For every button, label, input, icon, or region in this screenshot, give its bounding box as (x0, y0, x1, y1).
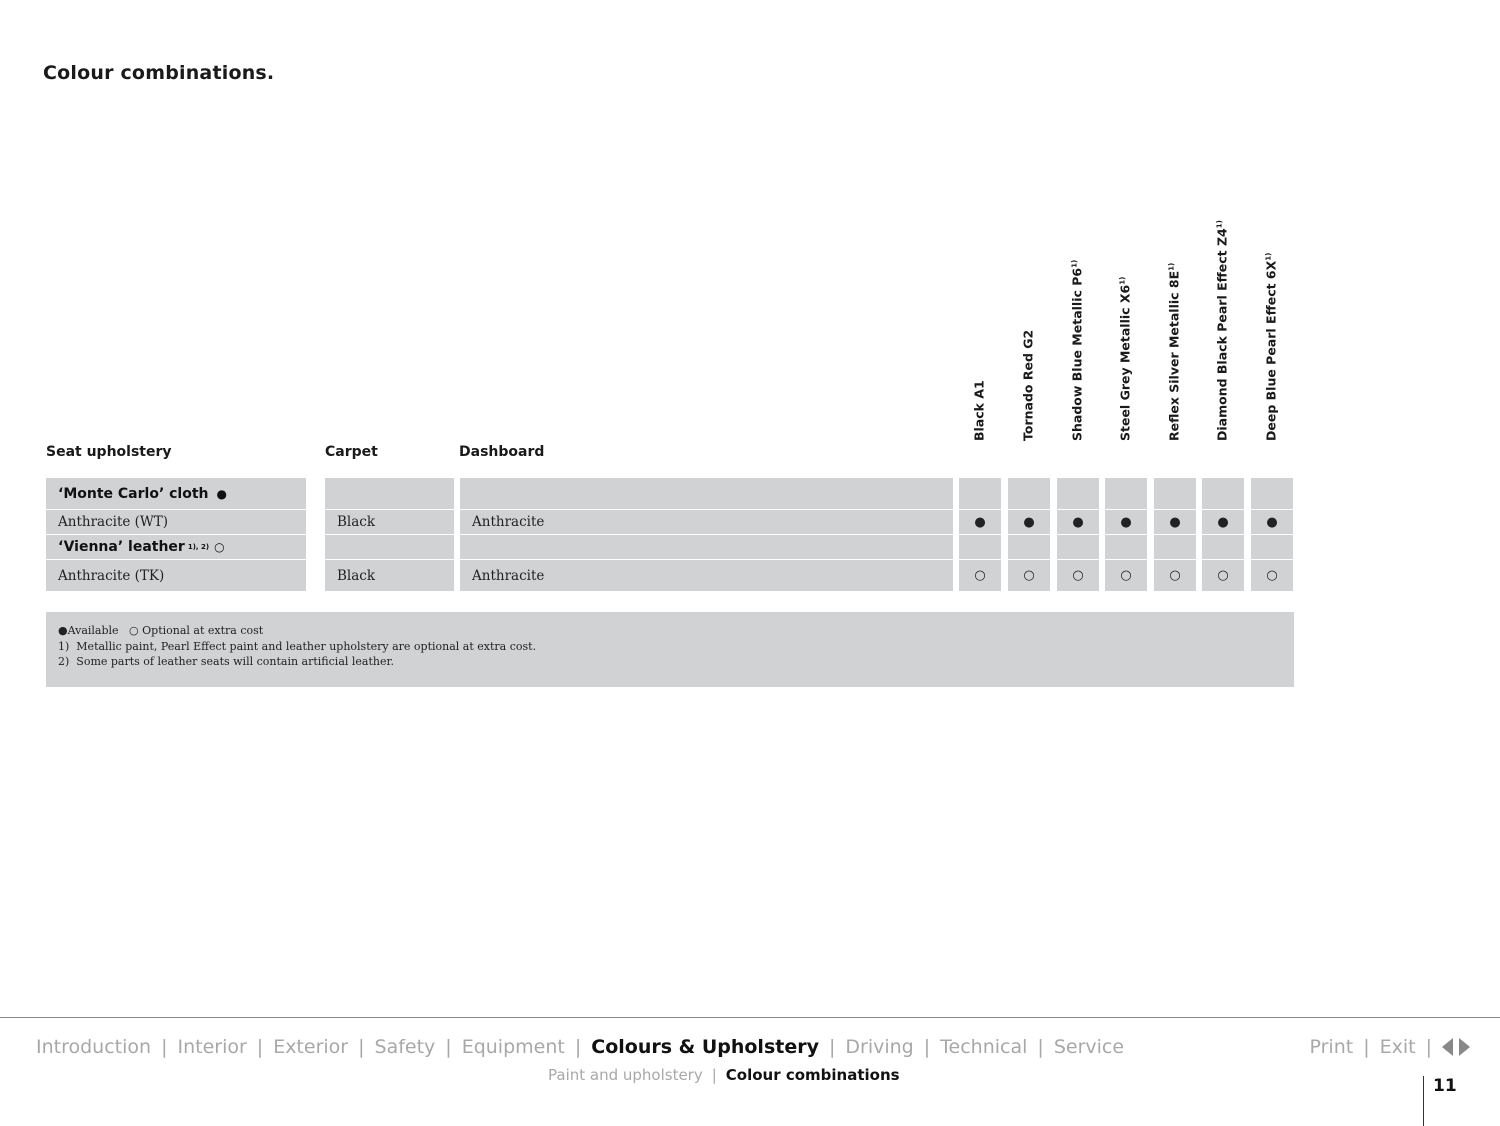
empty-cell (1105, 535, 1147, 559)
paint-name: Diamond Black Pearl Effect Z4 (1214, 228, 1230, 441)
paint-header-label (972, 380, 987, 441)
paint-name: Tornado Red G2 (1020, 329, 1036, 441)
footnote-1-number: 1) (58, 639, 70, 653)
separator: | (923, 1036, 931, 1058)
nav-item-driving[interactable]: Driving (845, 1036, 914, 1058)
previous-page-icon[interactable] (1442, 1038, 1453, 1056)
carpet-header: Carpet (325, 444, 378, 460)
dashboard-colour-cell: Anthracite (460, 560, 953, 591)
availability-mark: ○ (959, 560, 1001, 591)
upholstery-footnote-ref: 1), 2) (187, 543, 210, 551)
availability-mark: ● (1105, 510, 1147, 534)
upholstery-group-header (46, 535, 306, 559)
seat-upholstery-header: Seat upholstery (46, 444, 172, 460)
paint-header (1105, 226, 1145, 456)
availability-mark: ○ (1057, 560, 1099, 591)
footnote-2 (58, 654, 1282, 670)
availability-symbol: ● (216, 486, 227, 501)
separator: | (1363, 1036, 1370, 1058)
nav-item-interior[interactable]: Interior (177, 1036, 247, 1058)
separator: | (828, 1036, 836, 1058)
main-navigation (36, 1034, 1124, 1060)
separator: | (1425, 1036, 1432, 1058)
empty-cell (1154, 535, 1196, 559)
empty-cell (1251, 535, 1293, 559)
paint-header (959, 226, 999, 456)
footnote-2-number: 2) (58, 655, 70, 668)
empty-cell (460, 478, 953, 509)
paint-name: Deep Blue Pearl Effect 6X (1263, 260, 1279, 441)
separator: | (445, 1036, 452, 1058)
paint-header (1251, 226, 1291, 456)
dashboard-header: Dashboard (459, 444, 545, 460)
utility-navigation (1309, 1034, 1470, 1060)
optional-label: Optional at extra cost (142, 624, 264, 637)
empty-cell (1008, 478, 1050, 509)
separator: | (358, 1036, 365, 1058)
paint-header-label (1021, 330, 1036, 441)
empty-cell (959, 535, 1001, 559)
separator: | (1037, 1036, 1044, 1058)
empty-cell (959, 478, 1001, 509)
paint-footnote-ref: 1) (1167, 262, 1176, 271)
availability-mark: ○ (1105, 560, 1147, 591)
sub-navigation (548, 1066, 900, 1084)
page-number: 11 (1433, 1076, 1457, 1096)
carpet-colour-cell: Black (325, 510, 454, 534)
footnote-1-text: Metallic paint, Pearl Effect paint and leather upholstery are optional at extra cost. (76, 639, 537, 653)
subnav-item-paint-and-upholstery[interactable]: Paint and upholstery (548, 1066, 703, 1084)
paint-header-label (1215, 220, 1230, 441)
empty-cell (325, 478, 454, 509)
available-symbol: ● (58, 624, 68, 637)
empty-cell (1057, 535, 1099, 559)
separator: | (711, 1066, 717, 1084)
upholstery-group-name: ‘Vienna’ leather (58, 539, 185, 555)
paint-header-label (1264, 253, 1279, 441)
availability-mark: ● (1202, 510, 1244, 534)
subnav-item-colour-combinations[interactable]: Colour combinations (725, 1066, 900, 1084)
paint-name: Shadow Blue Metallic P6 (1069, 267, 1085, 441)
empty-cell (1057, 478, 1099, 509)
next-page-icon[interactable] (1459, 1038, 1470, 1056)
upholstery-group-name: ‘Monte Carlo’ cloth (58, 485, 209, 502)
paint-header-label (1118, 277, 1133, 441)
paint-header (1008, 226, 1048, 456)
legend-key (58, 623, 1282, 639)
optional-symbol: ○ (129, 624, 139, 637)
page-number-rule (1423, 1076, 1424, 1126)
separator: | (574, 1036, 582, 1058)
exit-link[interactable]: Exit (1379, 1036, 1416, 1058)
separator: | (256, 1036, 264, 1058)
availability-mark: ○ (1154, 560, 1196, 591)
availability-mark: ● (1008, 510, 1050, 534)
separator: | (161, 1036, 168, 1058)
availability-mark: ● (1057, 510, 1099, 534)
paint-footnote-ref: 1) (1215, 220, 1224, 229)
availability-mark: ● (959, 510, 1001, 534)
print-link[interactable]: Print (1309, 1036, 1354, 1058)
empty-cell (460, 535, 953, 559)
availability-symbol: ○ (214, 540, 225, 554)
availability-mark: ● (1251, 510, 1293, 534)
nav-item-introduction[interactable]: Introduction (36, 1036, 152, 1058)
nav-item-safety[interactable]: Safety (374, 1036, 436, 1058)
paint-name: Black A1 (971, 380, 987, 441)
empty-cell (1251, 478, 1293, 509)
paint-footnote-ref: 1) (1070, 259, 1079, 268)
availability-mark: ○ (1251, 560, 1293, 591)
footnote-1 (58, 639, 1282, 655)
nav-item-service[interactable]: Service (1053, 1036, 1125, 1058)
upholstery-group-header (46, 478, 306, 509)
paint-name: Reflex Silver Metallic 8E (1166, 270, 1182, 441)
empty-cell (1008, 535, 1050, 559)
available-label: Available (67, 624, 119, 637)
availability-mark: ● (1154, 510, 1196, 534)
empty-cell (325, 535, 454, 559)
paint-header-label (1167, 263, 1182, 441)
footnote-2-text: Some parts of leather seats will contain artificial leather. (76, 655, 395, 668)
seat-colour-cell: Anthracite (WT) (46, 510, 306, 534)
legend-box (46, 612, 1294, 687)
empty-cell (1105, 478, 1147, 509)
paint-header-label (1070, 260, 1085, 441)
paint-footnote-ref: 1) (1118, 276, 1127, 285)
availability-mark: ○ (1008, 560, 1050, 591)
paint-name: Steel Grey Metallic X6 (1117, 284, 1133, 441)
page-title: Colour combinations. (43, 62, 275, 84)
dashboard-colour-cell: Anthracite (460, 510, 953, 534)
paint-header (1154, 226, 1194, 456)
empty-cell (1154, 478, 1196, 509)
empty-cell (1202, 535, 1244, 559)
paint-header (1057, 226, 1097, 456)
paint-footnote-ref: 1) (1264, 252, 1273, 261)
carpet-colour-cell: Black (325, 560, 454, 591)
nav-item-equipment[interactable]: Equipment (461, 1036, 565, 1058)
footer-divider (0, 1017, 1500, 1018)
nav-item-colours-upholstery[interactable]: Colours & Upholstery (591, 1036, 819, 1058)
empty-cell (1202, 478, 1244, 509)
seat-colour-cell: Anthracite (TK) (46, 560, 306, 591)
nav-item-exterior[interactable]: Exterior (273, 1036, 349, 1058)
nav-item-technical[interactable]: Technical (940, 1036, 1028, 1058)
paint-header (1202, 220, 1242, 456)
availability-mark: ○ (1202, 560, 1244, 591)
